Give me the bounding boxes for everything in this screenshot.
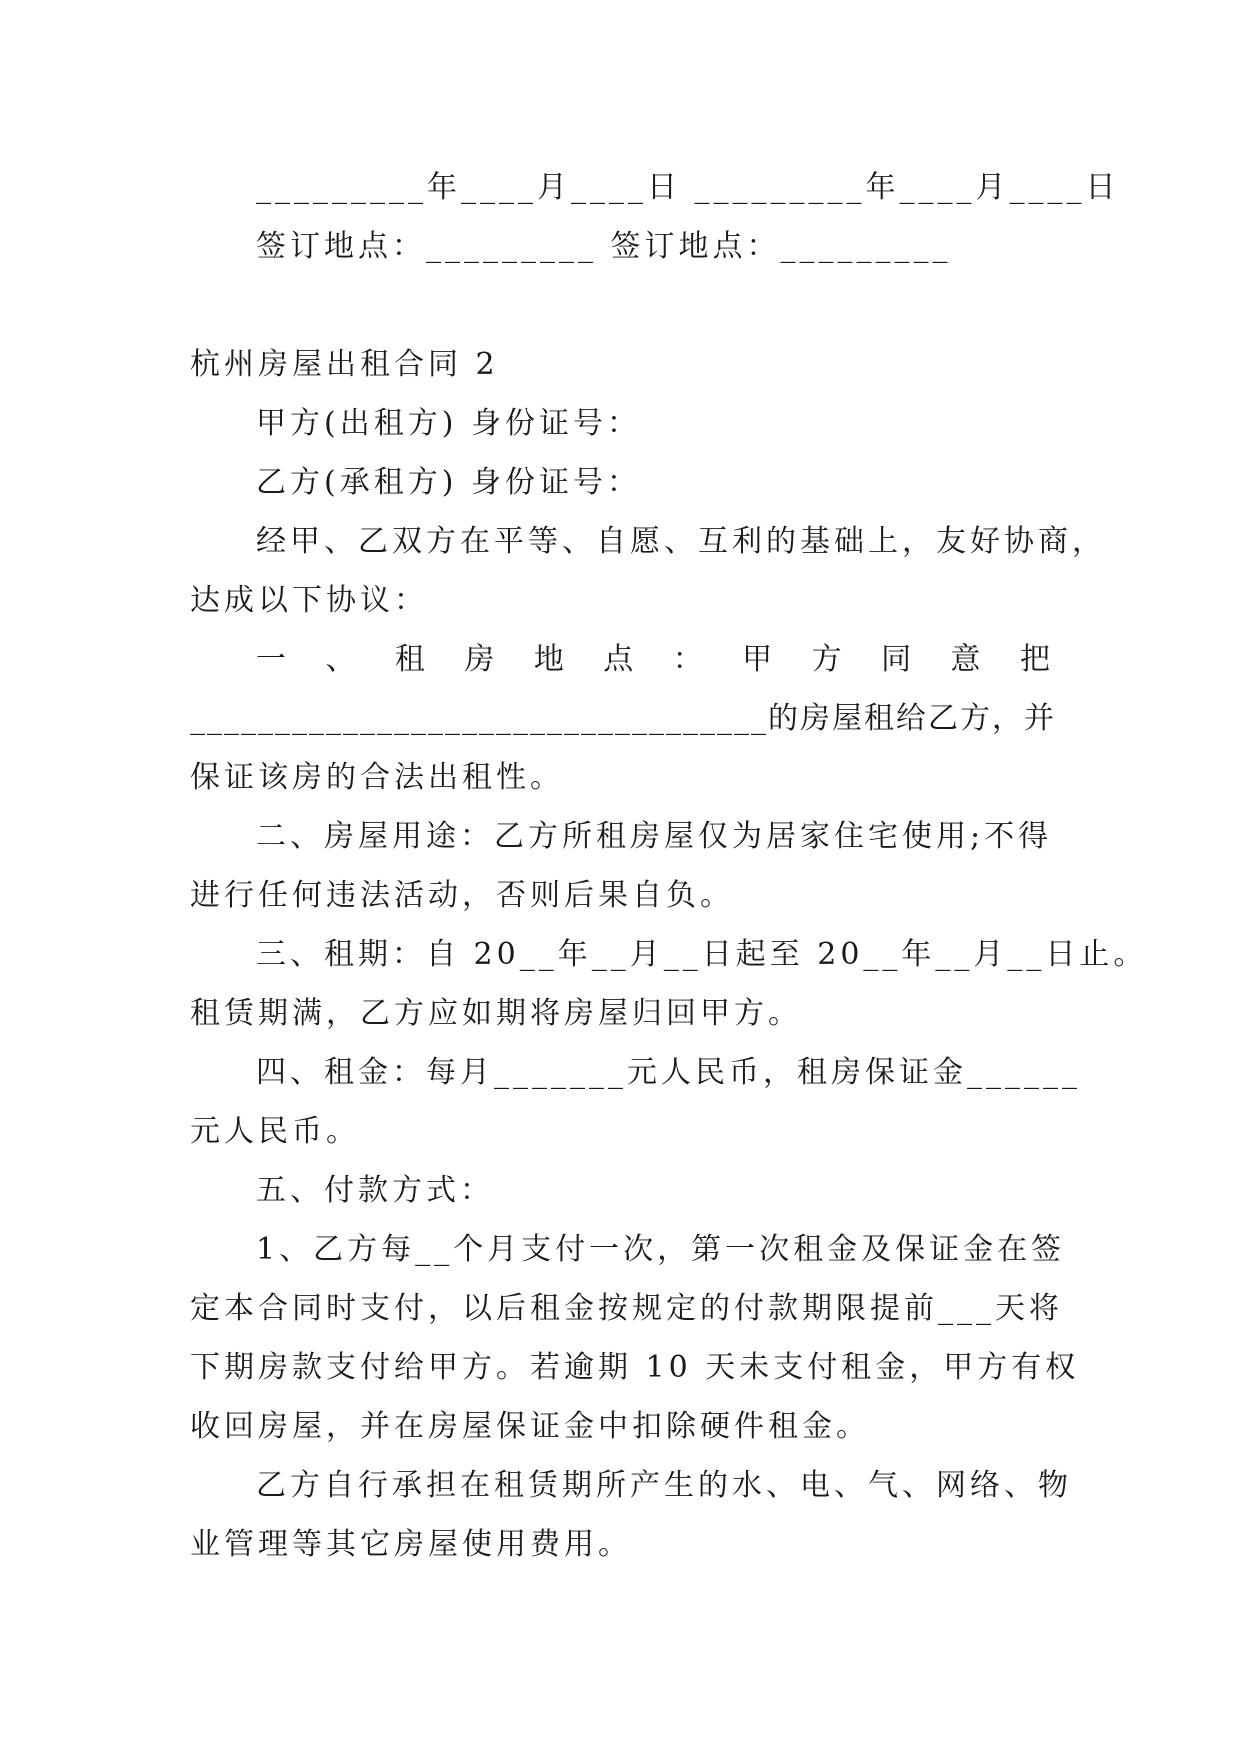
clause-1-char: 同	[881, 642, 912, 677]
party-b-line: 乙方(承租方) 身份证号：	[256, 465, 641, 500]
clause-1-char: 一	[256, 642, 286, 677]
clause-4-line-2: 元人民币。	[190, 1114, 360, 1149]
clause-1-char: 地	[533, 642, 564, 677]
preamble-line-2: 达成以下协议：	[190, 583, 428, 618]
clause-1-char: 甲	[742, 642, 773, 677]
clause-2-line-2: 进行任何违法活动，否则后果自负。	[190, 878, 734, 913]
clause-1-char: 房	[464, 642, 495, 677]
clause-1-line-3: 保证该房的合法出租性。	[190, 760, 564, 795]
clause-1-char: ：	[672, 642, 703, 677]
clause-1-char: 、	[325, 642, 356, 677]
party-a-line: 甲方(出租方) 身份证号：	[256, 406, 641, 441]
clause-1-char: 方	[811, 642, 842, 677]
clause-5-item-2-line-2: 业管理等其它房屋使用费用。	[190, 1527, 632, 1562]
clause-1-char: 意	[950, 642, 981, 677]
signature-place-line: 签订地点：_________ 签订地点：_________	[256, 229, 952, 264]
clause-5-item-1-line-4: 收回房屋，并在房屋保证金中扣除硬件租金。	[190, 1409, 870, 1444]
clause-5-item-1-line-3: 下期房款支付给甲方。若逾期 10 天未支付租金，甲方有权	[190, 1350, 1080, 1385]
clause-5-heading: 五、付款方式：	[256, 1173, 494, 1208]
clause-1-char: 租	[394, 642, 425, 677]
clause-5-item-1-line-1: 1、乙方每__个月支付一次，第一次租金及保证金在签	[256, 1232, 1066, 1267]
clause-5-item-1-line-2: 定本合同时支付，以后租金按规定的付款期限提前___天将	[190, 1291, 1063, 1326]
clause-5-item-2-line-1: 乙方自行承担在租赁期所产生的水、电、气、网络、物	[256, 1468, 1072, 1503]
clause-3-line-1: 三、租期：自 20__年__月__日起至 20__年__月__日止。	[256, 937, 1148, 972]
clause-1-line-2: __________________________________的房屋租给乙方，并	[190, 701, 1056, 736]
clause-2-line-1: 二、房屋用途：乙方所租房屋仅为居家住宅使用;不得	[256, 819, 1053, 854]
preamble-line-1: 经甲、乙双方在平等、自愿、互利的基础上，友好协商，	[256, 524, 1106, 559]
contract-title: 杭州房屋出租合同 2	[190, 347, 499, 382]
clause-1-line-1	[256, 640, 1050, 680]
clause-4-line-1: 四、租金：每月_______元人民币，租房保证金______	[256, 1055, 1081, 1090]
clause-1-char: 点	[603, 642, 634, 677]
clause-3-line-2: 租赁期满，乙方应如期将房屋归回甲方。	[190, 996, 802, 1031]
signature-date-line: _________年____月____日 _________年____月____日	[256, 170, 1120, 205]
clause-1-char: 把	[1019, 642, 1050, 677]
